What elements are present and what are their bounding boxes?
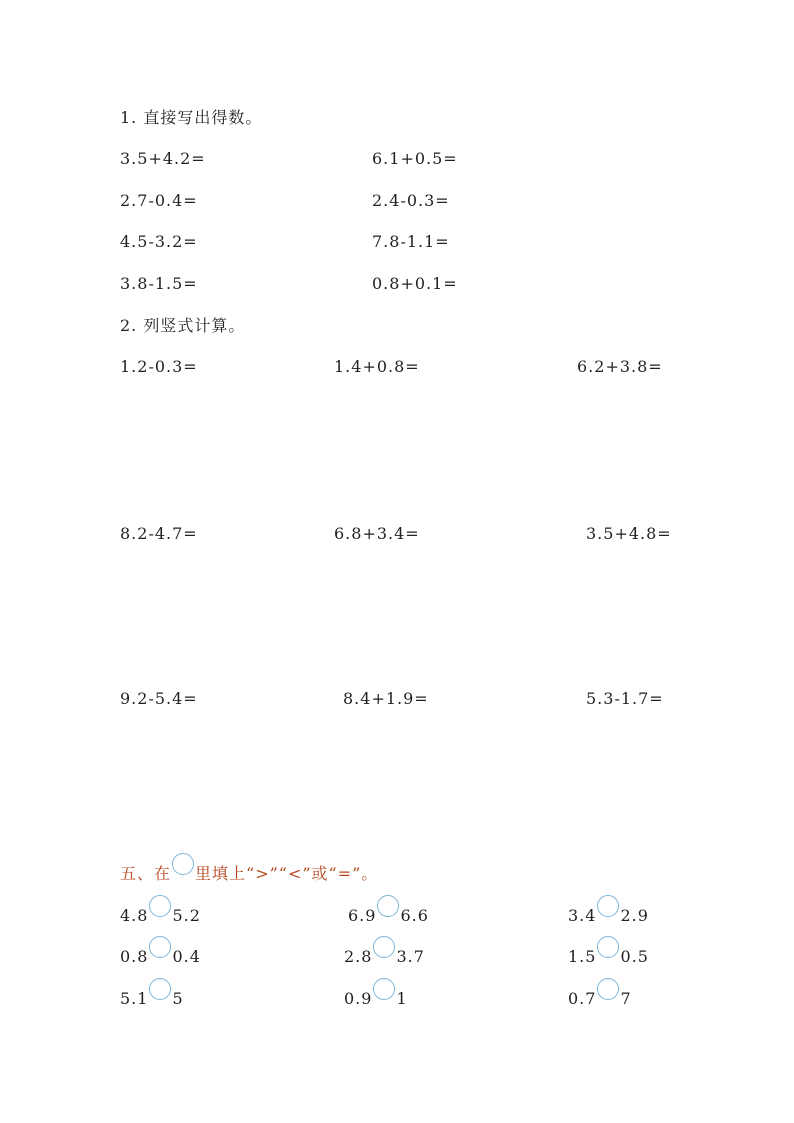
compare-right-value: 5: [172, 989, 184, 1008]
sec1-problem-l4: 3.8-1.5=: [120, 274, 198, 293]
compare-circle-input[interactable]: [149, 895, 171, 917]
compare-circle-input[interactable]: [373, 936, 395, 958]
sec1-problem-l2: 2.7-0.4=: [120, 191, 198, 210]
section5-title-before: 五、在: [120, 864, 172, 883]
compare-left-value: 0.7: [568, 989, 597, 1008]
sec1-problem-r1: 6.1+0.5=: [372, 149, 458, 168]
sec2-problem-1: 1.2-0.3=: [120, 357, 198, 376]
compare-left-value: 4.8: [120, 906, 149, 925]
compare-circle-input[interactable]: [149, 978, 171, 1000]
compare-right-value: 2.9: [620, 906, 649, 925]
compare-item-6: [568, 942, 649, 967]
sec2-problem-2: 1.4+0.8=: [334, 357, 420, 376]
compare-item-1: [120, 901, 201, 926]
sec2-problem-5: 6.8+3.4=: [334, 524, 420, 543]
sec2-problem-3: 6.2+3.8=: [577, 357, 663, 376]
section2-title: 2. 列竖式计算。: [120, 316, 246, 335]
compare-item-2: [348, 901, 429, 926]
sec2-problem-7: 9.2-5.4=: [120, 689, 198, 708]
compare-circle-input[interactable]: [597, 978, 619, 1000]
sec2-problem-4: 8.2-4.7=: [120, 524, 198, 543]
compare-item-9: [568, 984, 632, 1009]
compare-circle-input[interactable]: [597, 895, 619, 917]
compare-item-3: [568, 901, 649, 926]
compare-item-5: [344, 942, 425, 967]
compare-left-value: 6.9: [348, 906, 377, 925]
compare-right-value: 0.4: [172, 947, 201, 966]
compare-left-value: 2.8: [344, 947, 373, 966]
compare-left-value: 0.8: [120, 947, 149, 966]
sec1-problem-l1: 3.5+4.2=: [120, 149, 206, 168]
compare-right-value: 1: [396, 989, 408, 1008]
compare-right-value: 7: [620, 989, 632, 1008]
sec1-problem-r3: 7.8-1.1=: [372, 232, 450, 251]
compare-left-value: 5.1: [120, 989, 149, 1008]
compare-item-4: [120, 942, 201, 967]
sec2-problem-9: 5.3-1.7=: [586, 689, 664, 708]
sec1-problem-l3: 4.5-3.2=: [120, 232, 198, 251]
compare-right-value: 3.7: [396, 947, 425, 966]
circle-placeholder-icon: [172, 853, 194, 875]
compare-item-8: [344, 984, 408, 1009]
compare-left-value: 3.4: [568, 906, 597, 925]
section1-title: 1. 直接写出得数。: [120, 108, 263, 127]
section5-title: [120, 859, 378, 884]
sec2-problem-8: 8.4+1.9=: [343, 689, 429, 708]
compare-right-value: 5.2: [172, 906, 201, 925]
compare-left-value: 1.5: [568, 947, 597, 966]
compare-right-value: 0.5: [620, 947, 649, 966]
section5-title-after: 里填上“>”“<”或“=”。: [195, 864, 379, 883]
sec2-problem-6: 3.5+4.8=: [586, 524, 672, 543]
compare-item-7: [120, 984, 184, 1009]
compare-circle-input[interactable]: [373, 978, 395, 1000]
compare-circle-input[interactable]: [149, 936, 171, 958]
compare-circle-input[interactable]: [597, 936, 619, 958]
compare-left-value: 0.9: [344, 989, 373, 1008]
sec1-problem-r4: 0.8+0.1=: [372, 274, 458, 293]
compare-right-value: 6.6: [400, 906, 429, 925]
sec1-problem-r2: 2.4-0.3=: [372, 191, 450, 210]
compare-circle-input[interactable]: [377, 895, 399, 917]
